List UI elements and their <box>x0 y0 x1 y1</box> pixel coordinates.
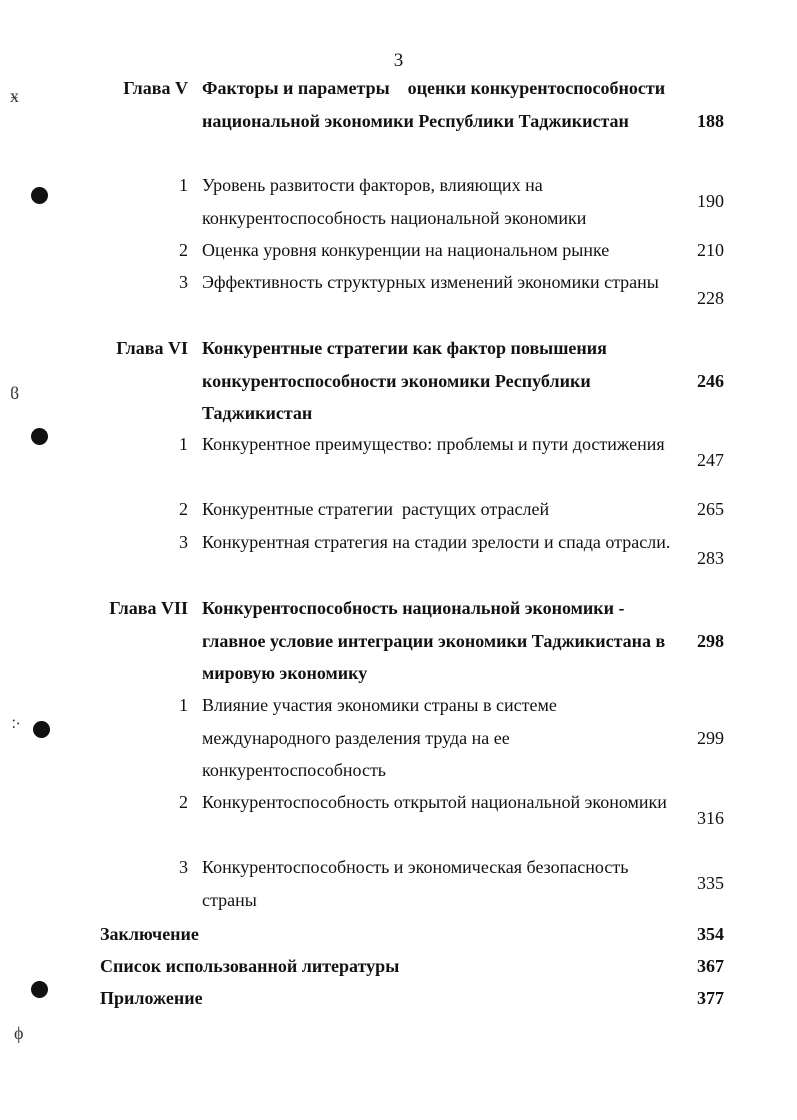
binder-hole <box>33 721 50 738</box>
end-item-page: 354 <box>697 924 724 944</box>
section-title: Эффективность структурных изменений экономики страны <box>202 272 659 292</box>
section-page: 265 <box>697 499 724 519</box>
chapter-row <box>0 72 797 170</box>
section-row <box>0 493 797 526</box>
section-title: Конкурентная стратегия на стадии зрелости и спада отрасли. <box>202 532 671 552</box>
section-page: 190 <box>697 191 724 211</box>
chapter-label: Глава VI <box>116 338 188 358</box>
chapter-label: Глава VII <box>109 598 188 618</box>
chapter-row <box>0 592 797 690</box>
page-number: 3 <box>393 50 404 71</box>
scan-mark: ӿ <box>10 86 19 106</box>
section-number: 2 <box>179 792 188 812</box>
section-page: 210 <box>697 240 724 260</box>
section-row <box>0 234 797 267</box>
chapter-title: Конкурентоспособность национальной экономики - главное условие интеграции экономики Таджикистана в мировую экономику <box>202 598 666 683</box>
chapter-title: Конкурентные стратегии как фактор повышения конкурентоспособности экономики Республики Таджикистан <box>202 338 607 423</box>
section-page: 335 <box>697 873 724 893</box>
section-page: 283 <box>697 548 724 568</box>
end-item-page: 377 <box>697 988 724 1008</box>
chapter-title: Факторы и параметры оценки конкурентоспособности национальной экономики Республики Таджикистан <box>202 78 670 131</box>
section-title: Конкурентные стратегии растущих отраслей <box>202 499 550 519</box>
binder-hole <box>31 428 48 445</box>
section-row <box>0 428 797 493</box>
section-title: Конкурентоспособность открытой национальной экономики <box>202 792 667 812</box>
section-title: Конкурентное преимущество: проблемы и пути достижения <box>202 434 665 454</box>
chapter-row <box>0 332 797 430</box>
section-row <box>0 689 797 787</box>
scan-mark: ϐ <box>10 383 20 403</box>
scan-mark: ჻ <box>12 712 20 732</box>
section-title: Уровень развитости факторов, влияющих на конкурентоспособность национальной экономики <box>202 175 587 228</box>
end-item-row <box>0 982 797 1014</box>
section-title: Влияние участия экономики страны в системе международного разделения труда на ее конкурентоспособность <box>202 695 557 780</box>
end-item-page: 367 <box>697 956 724 976</box>
section-number: 1 <box>179 695 188 715</box>
section-title: Оценка уровня конкуренции на национальном рынке <box>202 240 610 260</box>
chapter-page: 298 <box>697 631 724 651</box>
section-number: 3 <box>179 272 188 292</box>
section-number: 2 <box>179 240 188 260</box>
scan-mark: ϕ <box>14 1023 24 1043</box>
end-item-row <box>0 918 797 950</box>
chapter-label: Глава V <box>123 78 188 98</box>
section-number: 3 <box>179 532 188 552</box>
section-title: Конкурентоспособность и экономическая безопасность страны <box>202 857 629 910</box>
section-row <box>0 266 797 331</box>
end-item-title: Список использованной литературы <box>100 956 400 976</box>
section-number: 1 <box>179 175 188 195</box>
section-row <box>0 851 797 916</box>
section-page: 228 <box>697 288 724 308</box>
chapter-page: 246 <box>697 371 724 391</box>
section-number: 1 <box>179 434 188 454</box>
section-page: 299 <box>697 728 724 748</box>
section-row <box>0 526 797 591</box>
end-item-row <box>0 950 797 982</box>
binder-hole <box>31 981 48 998</box>
section-row <box>0 786 797 851</box>
chapter-page: 188 <box>697 111 724 131</box>
section-page: 247 <box>697 450 724 470</box>
binder-hole <box>31 187 48 204</box>
section-row <box>0 169 797 234</box>
end-item-title: Приложение <box>100 988 203 1008</box>
end-item-title: Заключение <box>100 924 199 944</box>
section-number: 3 <box>179 857 188 877</box>
section-number: 2 <box>179 499 188 519</box>
section-page: 316 <box>697 808 724 828</box>
